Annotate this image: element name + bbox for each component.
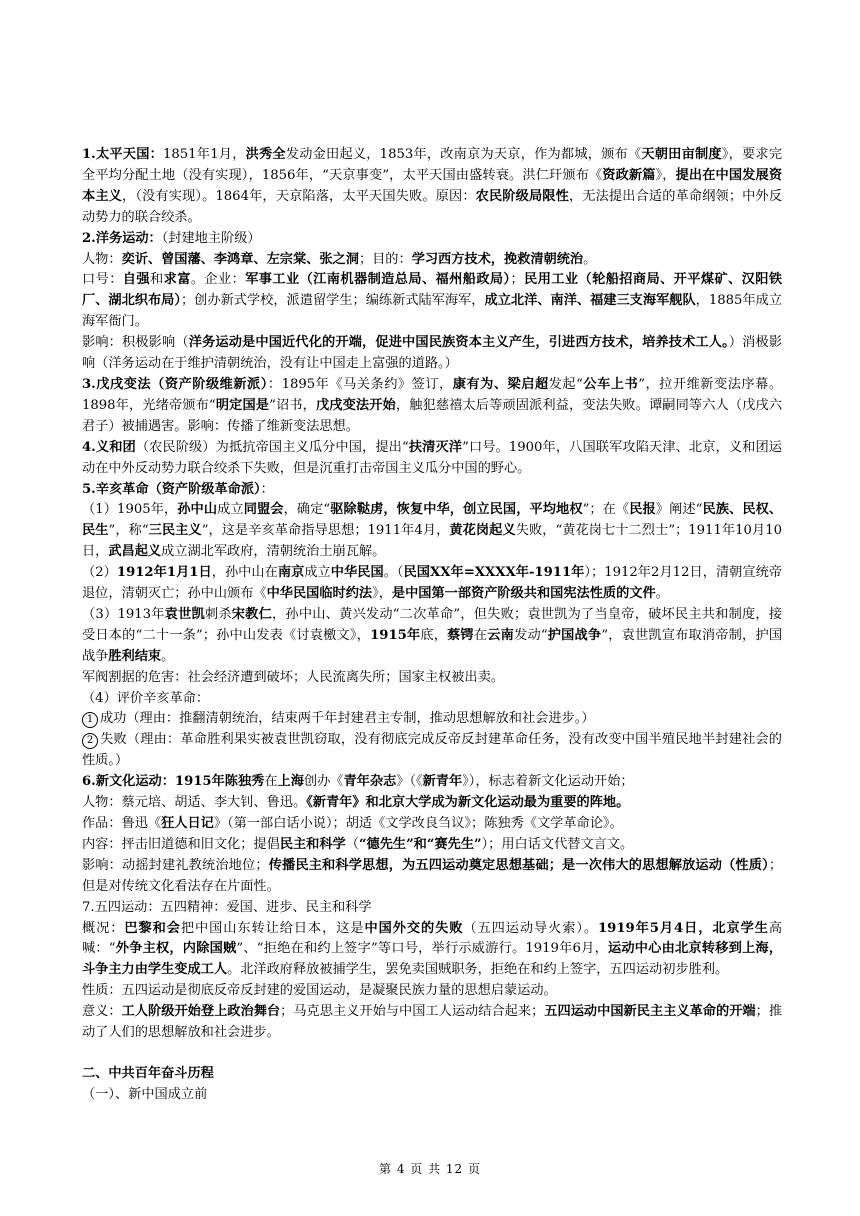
bold-run: 南京: [277, 565, 305, 581]
paragraph: [82, 605, 782, 668]
text-run: ，确定“: [283, 502, 331, 518]
bold-run: 洪秀全: [245, 147, 286, 162]
text-run: 》阐述“: [655, 502, 703, 518]
text-run: 刺杀: [204, 606, 232, 622]
paragraph: [82, 814, 782, 835]
paragraph: [82, 898, 782, 919]
paragraph: [82, 668, 782, 689]
text-run: 。北洋政府释放被捕学生，罢免卖国贼职务，拒绝在和约上签字，五四运动初步胜利。: [227, 962, 729, 978]
paragraph: [82, 1002, 782, 1044]
bold-run: 护国战争: [547, 627, 602, 643]
bold-run: 戊戌变法开始: [315, 397, 396, 413]
text-run: 》，: [372, 586, 392, 602]
bold-run: 提出在中国发展资本主义: [82, 167, 783, 204]
text-run: 性质：五四运动是彻底反帝反封建的爱国运动，是凝聚民族力量的思想启蒙运动。: [82, 983, 557, 999]
bold-run: 公车上书: [582, 376, 639, 392]
text-run: （: [345, 836, 359, 852]
text-run: 概况：: [82, 920, 125, 936]
paragraph: [82, 333, 782, 375]
bold-run: 黄花岗起义: [449, 523, 516, 539]
text-run: ，孙中山、黄兴发动“二次革命”，但失败；袁世凯为了当皇帝，破坏民主共和制度，接受日本的“二十一条”；孙中山发表《讨袁檄文》，: [82, 606, 783, 643]
bold-run: 袁世凯: [164, 606, 205, 622]
text-run: （农民阶级）为抵抗帝国主义瓜分中国，提出“: [135, 439, 409, 455]
text-run: 成功（理由：推翻清朝统治，结束两千年封建君主专制，推动思想解放和社会进步。）: [100, 711, 595, 727]
paragraph: [82, 856, 782, 898]
bold-run: 资政新篇: [602, 167, 656, 183]
text-run: ；创办新式学校，派遣留学生；编练新式陆军海军，: [180, 293, 485, 309]
text-run: 》，: [655, 167, 676, 183]
text-run: 1851年1月，: [163, 147, 246, 162]
bold-run: 三民主义: [148, 523, 202, 539]
text-run: 》（第一部白话小说）；胡适《文学改良刍议》；陈独秀《文学革命论》。: [213, 816, 623, 831]
bold-run: 明定国是: [215, 397, 270, 413]
paragraph: [82, 229, 782, 250]
bold-run: 五四运动中国新民主主义革命的开端: [544, 1004, 756, 1020]
bold-run: 5.辛亥革命（资产阶级革命派）: [82, 481, 261, 497]
text-run: 发动“: [514, 627, 548, 643]
bold-run: 洋务运动是中国近代化的开端，促进中国民族资本主义产生，引进西方技术，培养技术工人。: [188, 335, 729, 351]
bold-run: 军事工业（江南机器制造总局、福州船政局）: [245, 272, 511, 288]
text-run: 在: [264, 774, 278, 790]
text-run: 和: [150, 272, 164, 288]
text-run: ；推动了人们的思想解放和社会进步。: [82, 1004, 783, 1041]
text-run: （2）: [82, 565, 117, 581]
text-run: 在: [473, 627, 488, 643]
subsection-heading: （一）、新中国成立前: [82, 1086, 208, 1102]
text-run: ，（没有实现）。1864年，天京陷落，太平天国失败。原因：: [121, 188, 476, 204]
bold-run: 武昌起义: [108, 544, 162, 560]
text-run: ，1885年成立海军衙门。: [82, 293, 783, 330]
text-run: 口号：: [82, 272, 123, 288]
bold-run: 新青年: [422, 774, 463, 790]
text-run: 。（: [383, 565, 404, 581]
paragraph: [82, 793, 782, 814]
bold-run: 传播民主和科学思想，为五四运动奠定思想基础；是一次伟大的思想解放运动（性质）: [268, 857, 769, 873]
text-run: 。: [583, 251, 597, 267]
bold-run: 外争主权，内除国贼: [115, 941, 237, 957]
text-run: ，无法提出合适的革命纲领；中外反动势力的联合绞杀。: [82, 188, 783, 225]
text-run: ；: [510, 272, 524, 288]
text-run: ，触犯慈禧太后等顽固派利益，变法失败。谭嗣同等六人（戊戌六君子）被捕遇害。影响：传播了维新变法思想。: [82, 397, 783, 434]
bold-run: 学习西方技术，挽救清朝统治: [411, 251, 584, 267]
bold-run: 蔡锷: [447, 627, 474, 643]
bold-run: 1919年5月4日，北京学生: [598, 920, 769, 936]
paragraph: [82, 438, 782, 480]
text-run: 发动金田起义，1853年，改南京为天京，作为都城，颁布《: [285, 147, 642, 162]
text-run: 军阀割据的危害：社会经济遭到破坏；人民流离失所；国家主权被出卖。: [82, 669, 504, 685]
text-run: 失败（理由：革命胜利果实被袁世凯窃取，没有彻底完成反帝反封建革命任务，没有改变中国半殖民地半封建社会的性质。）: [82, 732, 782, 769]
text-run: 。: [655, 586, 669, 602]
text-run: ”、“拒绝在和约上签字”等口号，举行示威游行。1919年6月，: [236, 941, 608, 957]
text-run: （封建地主阶级）: [161, 230, 261, 246]
bold-run: 运动中心由北京转移到上海，斗争主力由学生变成工人: [82, 941, 783, 978]
text-run: 影响：动摇封建礼教统治地位；: [82, 857, 269, 873]
text-run: ）消极影响（洋务运动在于维护清朝统治，没有让中国走上富强的道路。）: [82, 335, 783, 372]
bold-run: 民主和科学: [279, 836, 346, 852]
text-run: （五四运动导火索）。: [463, 920, 598, 936]
text-run: 人物：蔡元培、胡适、李大钊、鲁迅。: [82, 795, 307, 811]
text-run: ：: [260, 481, 274, 497]
text-run: 高喊：“: [82, 920, 783, 957]
bold-run: 1915年: [370, 627, 421, 643]
text-run: ”，拉开维新变法序幕。1898年，光绪帝颁布“: [82, 376, 783, 413]
bold-run: 胜利结束: [108, 648, 162, 664]
bold-run: 6.新文化运动：1915年陈独秀: [82, 774, 265, 790]
text-run: 失败，“黄花岗七十二烈士”；1911年10月10日，: [82, 523, 783, 560]
paragraph: [82, 480, 782, 501]
text-run: ”，这是辛亥革命指导思想；1911年4月，: [201, 523, 450, 539]
text-run: 。: [161, 648, 175, 664]
text-run: 成立湖北军政府，清朝统治土崩瓦解。: [161, 544, 386, 560]
text-run: （4）评价辛亥革命：: [82, 690, 210, 706]
circled-number: 1: [82, 712, 98, 728]
paragraph: [82, 730, 782, 772]
bold-run: 扶清灭洋: [408, 439, 463, 455]
text-run: 》），标志着新文化运动开始；: [462, 774, 634, 790]
text-run: ”，称“: [108, 523, 149, 539]
text-run: 意义：: [82, 1004, 122, 1020]
text-run: ；但是对传统文化看法存在片面性。: [82, 857, 782, 894]
text-run: 影响：积极影响（: [82, 335, 189, 351]
bold-run: 同盟会: [243, 502, 284, 518]
bold-run: 奕䜣、曾国藩、李鸿章、左宗棠、张之洞: [121, 251, 359, 267]
section-heading: 二、中共百年奋斗历程: [82, 1065, 214, 1081]
bold-run: 成立北洋、南洋、福建三支海军舰队: [484, 293, 696, 309]
page-footer: 第 4 页 共 12 页: [379, 1162, 481, 1176]
text-run: 把中国山东转让给日本，这是: [180, 920, 365, 936]
bold-run: 民族、民权、民生: [82, 502, 783, 539]
text-run: 底，: [420, 627, 448, 643]
bold-run: 天朝田亩制度: [641, 147, 722, 162]
paragraph: [82, 250, 782, 271]
paragraph: [82, 270, 782, 333]
bold-run: 中国外交的失败: [364, 920, 464, 936]
bold-run: 4.义和团: [82, 439, 136, 455]
bold-run: 自强: [122, 272, 150, 288]
bold-run: 驱除鞑虏，恢复中华，创立民国，平均地权: [330, 502, 583, 518]
bold-run: 康有为、梁启超: [452, 376, 549, 392]
bold-run: 1.太平天国：: [82, 147, 164, 162]
document-body: [82, 145, 782, 1106]
bold-run: “德先生”和“赛先生”: [358, 836, 482, 852]
text-run: ；马克思主义开始与中国工人运动结合起来；: [280, 1004, 545, 1020]
bold-run: 2.洋务运动：: [82, 230, 162, 246]
bold-run: 巴黎和会: [124, 920, 181, 936]
text-run: （3）1913年: [82, 606, 165, 622]
text-run: 成立: [217, 502, 244, 518]
text-run: ：1895年《马关条约》签订，: [267, 376, 453, 392]
paragraph: [82, 919, 782, 982]
paragraph: [82, 145, 782, 229]
paragraph: [82, 981, 782, 1002]
bold-run: 孙中山: [177, 502, 218, 518]
text-run: ）；用白话文代替文言文。: [481, 836, 634, 852]
bold-run: 是中国第一部资产阶级共和国宪法性质的文件: [391, 586, 656, 602]
bold-run: 宋教仁: [231, 606, 272, 622]
bold-run: 《新青年》和北京大学成为新文化运动最为重要的阵地。: [306, 795, 630, 811]
text-run: ）；1912年2月12日，清朝宣统帝退位，清朝灭亡；孙中山颁布《: [82, 565, 783, 602]
text-run: 》，要求完全平均分配土地（没有实现），1856年，“天京事变”，太平天国由盛转衰。洪仁玕颁布《: [82, 147, 783, 183]
text-run: ”，袁世凯宣布取消帝制，护国战争: [82, 627, 783, 664]
text-run: （1）1905年，: [82, 502, 178, 518]
paragraph-list: [82, 145, 782, 1044]
text-run: ；目的：: [358, 251, 412, 267]
text-run: ”；在《: [582, 502, 630, 518]
paragraph: [82, 835, 782, 856]
text-run: ，孙中山在: [211, 565, 278, 581]
text-run: 作品：鲁迅《: [82, 816, 162, 831]
text-run: 成立: [304, 565, 331, 581]
bold-run: 民国XX年=XXXX年-1911年: [403, 565, 585, 581]
paragraph: [82, 375, 782, 438]
paragraph: [82, 500, 782, 563]
text-run: 》（《: [396, 774, 423, 790]
text-run: 7.五四运动：五四精神：爱国、进步、民主和科学: [82, 899, 372, 915]
bold-run: 工人阶级开始登上政治舞台: [121, 1004, 281, 1020]
bold-run: 农民阶级局限性: [475, 188, 569, 204]
paragraph: [82, 689, 782, 710]
bold-run: 民报: [629, 502, 656, 518]
circled-number: 2: [82, 733, 98, 749]
paragraph: [82, 709, 782, 730]
bold-run: 狂人日记: [161, 816, 214, 831]
text-run: 人物：: [82, 251, 122, 267]
text-run: 发起“: [548, 376, 583, 392]
text-run: ”口号。1900年，八国联军攻陷天津、北京，义和团运动在中外反动势力联合绞杀下失败，但是沉重打击帝国主义瓜分中国的野心。: [82, 439, 782, 476]
bold-run: 中华民国: [330, 565, 384, 581]
bold-run: 1912年1月1日: [116, 565, 212, 581]
bold-run: 中华民国临时约法: [266, 586, 373, 602]
bold-run: 民用工业（轮船招商局、开平煤矿、汉阳铁厂、湖北织布局）: [82, 272, 783, 309]
bold-run: 3.戊戌变法（资产阶级维新派）: [82, 376, 268, 392]
paragraph: [82, 772, 782, 793]
text-run: 内容：抨击旧道德和旧文化；提倡: [82, 836, 280, 852]
bold-run: 求富: [163, 272, 191, 288]
text-run: 创办《: [303, 774, 344, 790]
bold-run: 云南: [487, 627, 515, 643]
text-run: 。企业：: [190, 272, 246, 288]
paragraph: [82, 563, 782, 605]
bold-run: 青年杂志: [343, 774, 397, 790]
text-run: ”诏书，: [269, 397, 316, 413]
bold-run: 上海: [277, 774, 304, 790]
